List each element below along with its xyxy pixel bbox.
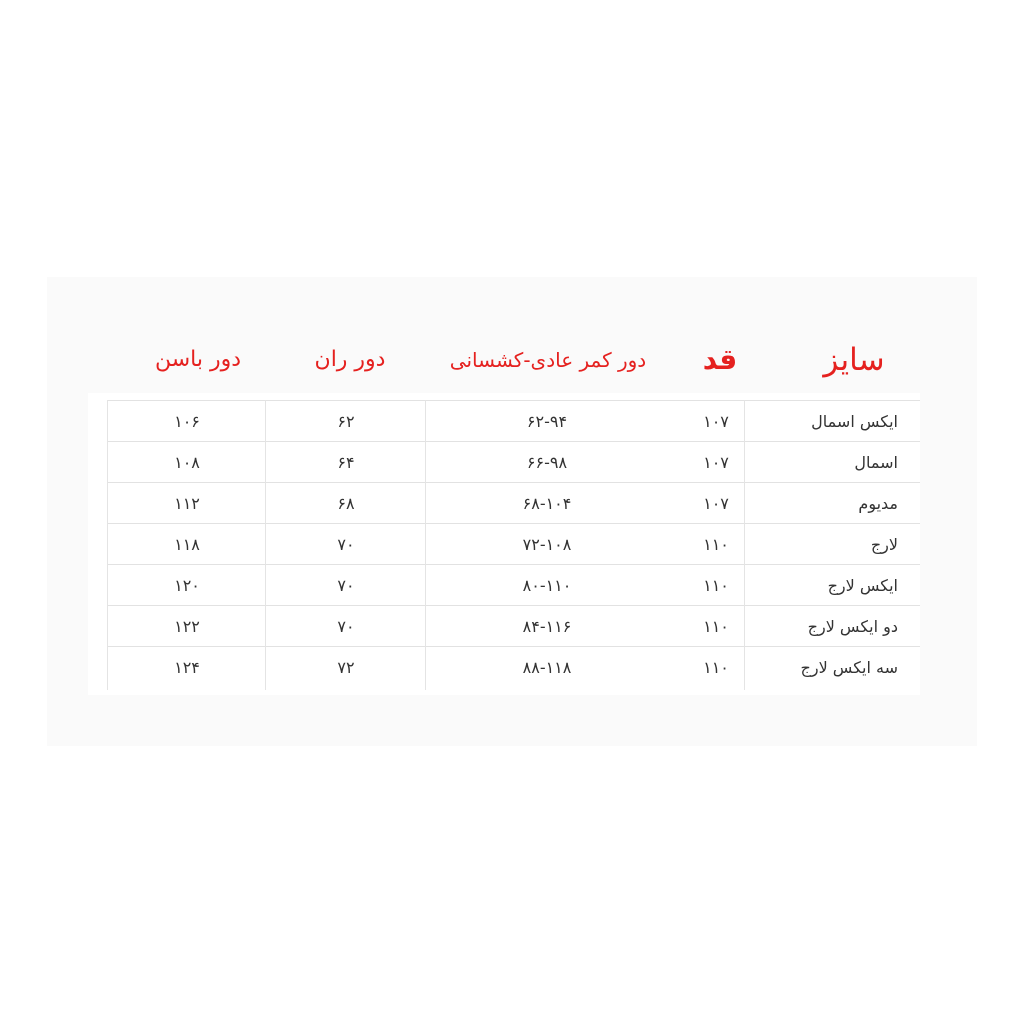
cell-height: ۱۰۷ [703,453,729,472]
column-divider [265,400,266,690]
table-row [108,523,920,565]
cell-size: مدیوم [858,494,898,513]
header-hip: دور باسن [154,347,242,372]
cell-waist: ۸۸-۱۱۸ [522,658,572,677]
cell-waist: ۸۴-۱۱۶ [522,617,572,636]
cell-thigh: ۷۰ [337,576,355,595]
header-thigh: دور ران [314,347,386,372]
cell-hip: ۱۱۲ [174,494,200,513]
cell-thigh: ۶۲ [337,412,355,431]
column-divider [107,400,108,690]
cell-waist: ۶۲-۹۴ [526,412,568,431]
cell-size: ایکس اسمال [811,412,898,431]
size-table [88,393,920,695]
cell-hip: ۱۲۴ [174,658,200,677]
cell-thigh: ۷۰ [337,617,355,636]
cell-height: ۱۱۰ [703,658,729,677]
cell-height: ۱۱۰ [703,576,729,595]
cell-size: دو ایکس لارج [807,617,898,636]
cell-size: سه ایکس لارج [800,658,898,677]
cell-hip: ۱۲۰ [174,576,200,595]
cell-size: ایکس لارج [827,576,898,595]
table-row [108,564,920,606]
table-row [108,441,920,483]
table-row [108,605,920,647]
cell-size: لارج [870,535,898,554]
cell-height: ۱۱۰ [703,617,729,636]
cell-thigh: ۷۰ [337,535,355,554]
cell-waist: ۸۰-۱۱۰ [522,576,572,595]
cell-hip: ۱۱۸ [174,535,200,554]
cell-height: ۱۰۷ [703,412,729,431]
cell-thigh: ۶۸ [337,494,355,513]
column-divider [425,400,426,690]
header-size: سایز [823,342,885,378]
cell-hip: ۱۲۲ [174,617,200,636]
table-row [108,482,920,524]
cell-height: ۱۱۰ [703,535,729,554]
cell-waist: ۷۲-۱۰۸ [522,535,572,554]
cell-hip: ۱۰۶ [174,412,200,431]
cell-hip: ۱۰۸ [174,453,200,472]
cell-thigh: ۶۴ [337,453,355,472]
header-height: قد [702,343,738,376]
header-waist: دور کمر عادی-کشسانی [449,348,647,372]
cell-thigh: ۷۲ [337,658,355,677]
cell-height: ۱۰۷ [703,494,729,513]
column-divider [744,400,745,690]
table-row [108,400,920,442]
cell-waist: ۶۶-۹۸ [526,453,568,472]
cell-waist: ۶۸-۱۰۴ [522,494,572,513]
cell-size: اسمال [854,453,898,472]
table-header [88,330,920,390]
table-row [108,646,920,688]
